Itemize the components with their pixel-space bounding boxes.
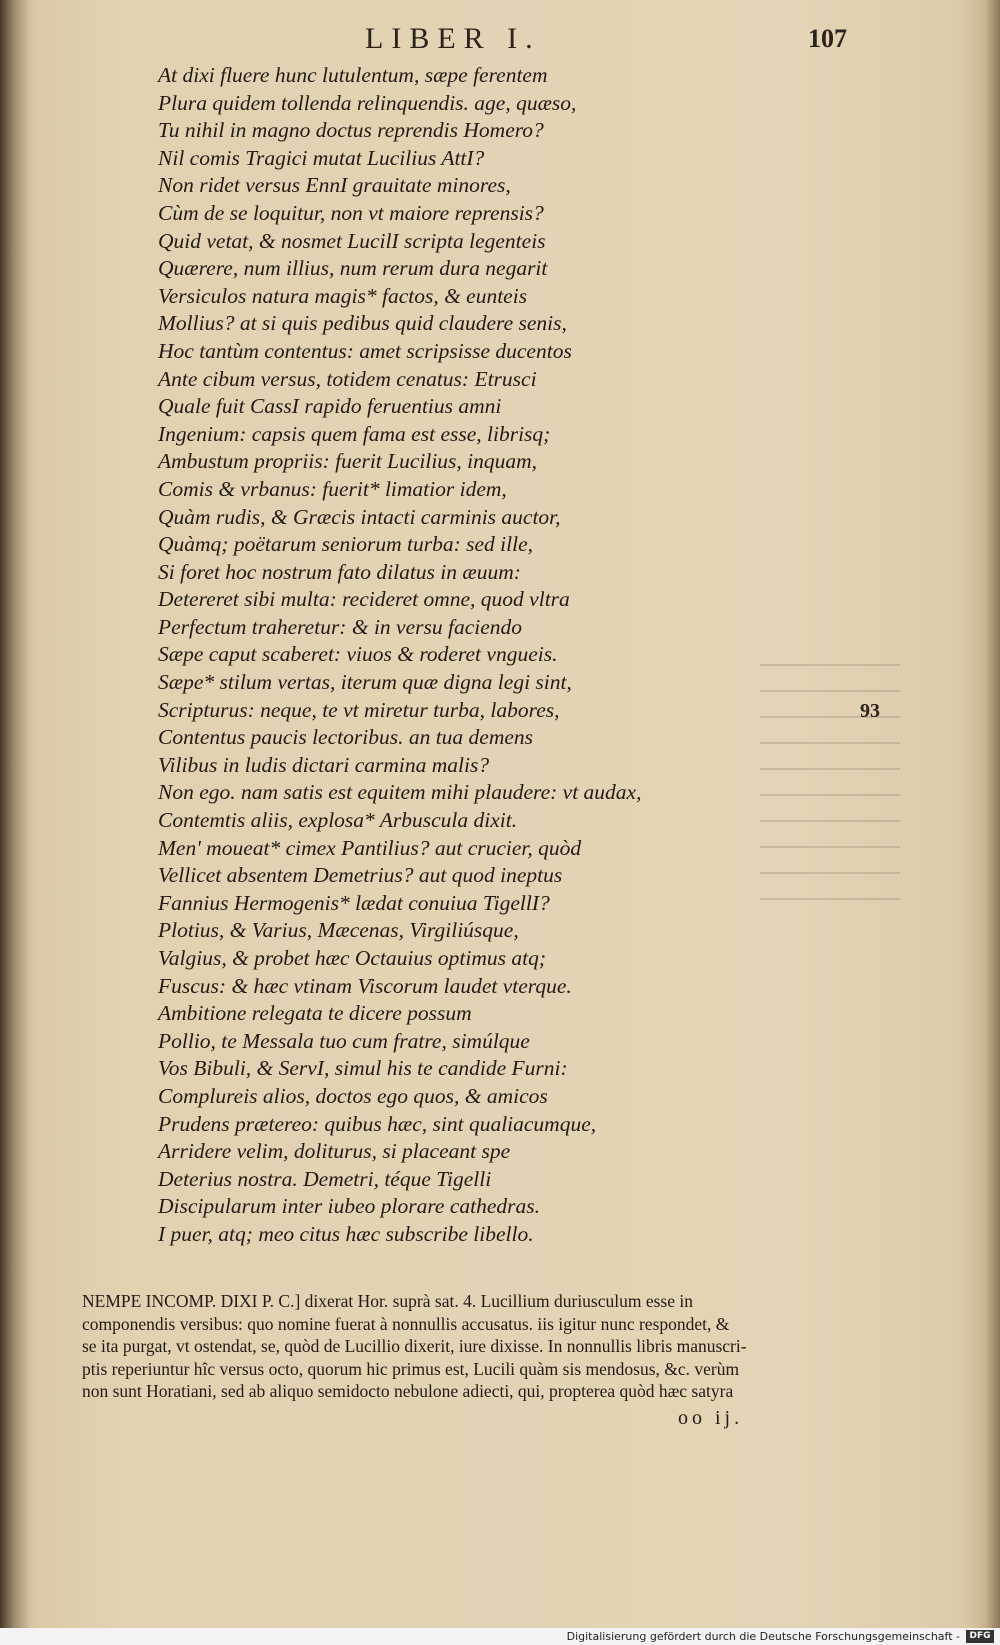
commentary-line: se ita purgat, vt ostendat, se, quòd de Lucillio dixerit, iure dixisse. In nonnullis libris manuscri-: [82, 1336, 747, 1356]
verse-line: Hoc tantùm contentus: amet scripsisse ducentos: [158, 338, 572, 363]
commentary-line: non sunt Horatiani, sed ab aliquo semidocto nebulone adiecti, qui, propterea quòd hæc satyra: [82, 1381, 734, 1401]
commentary-line: componendis versibus: quo nomine fuerat à nonnullis accusatus. iis igitur nunc respondet, &: [82, 1313, 730, 1334]
verse-line: Ingenium: capsis quem fama est esse, librisq;: [158, 421, 551, 446]
verse-line: Quid vetat, & nosmet LucilI scripta legenteis: [158, 228, 546, 253]
verse-line: Prudens prætereo: quibus hæc, sint qualiacumque,: [158, 1111, 597, 1136]
verse-block: [158, 62, 718, 1249]
verse-line: Fuscus: & hæc vtinam Viscorum laudet vterque.: [158, 973, 572, 998]
verse-line: Ante cibum versus, totidem cenatus: Etrusci: [158, 366, 537, 391]
verse-line: Plotius, & Varius, Mæcenas, Virgiliúsque,: [158, 918, 519, 943]
verse-line: Quàm rudis, & Græcis intacti carminis auctor,: [158, 504, 561, 529]
signature-mark: oo ij.: [678, 1407, 744, 1429]
verse-line: Quàmq; poëtarum seniorum turba: sed ille,: [158, 532, 534, 557]
verse-line: Detereret sibi multa: recideret omne, quod vltra: [158, 587, 570, 612]
commentary-line: ptis reperiuntur hîc versus octo, quorum hic primus est, Lucili quàm sis mendosus, &c. verùm: [82, 1358, 740, 1379]
verse-line: Sæpe caput scaberet: viuos & roderet vngueis.: [158, 642, 558, 667]
gutter-shadow: [0, 0, 30, 1645]
verse-line: Ambustum propriis: fuerit Lucilius, inquam,: [158, 449, 538, 474]
commentary-block: [82, 1290, 862, 1403]
verse-line: Mollius? at si quis pedibus quid claudere senis,: [158, 311, 567, 336]
verse-line: Perfectum traheretur: & in versu faciendo: [158, 614, 523, 639]
verse-line: Arridere velim, doliturus, si placeant spe: [158, 1139, 511, 1164]
dfg-logo: DFG: [966, 1630, 994, 1643]
footer-credit: Digitalisierung gefördert durch die Deutsche Forschungsgemeinschaft -: [566, 1630, 960, 1643]
verse-line: Pollio, te Messala tuo cum fratre, simúlque: [158, 1028, 530, 1053]
verse-line: Sæpe* stilum vertas, iterum quæ digna legi sint,: [158, 670, 572, 695]
verse-line: Valgius, & probet hæc Octauius optimus atq;: [158, 946, 546, 970]
verse-line: Contentus paucis lectoribus. an tua demens: [158, 725, 534, 750]
verse-line: Men' moueat* cimex Pantilius? aut crucier, quòd: [158, 835, 582, 860]
margin-note: 93: [860, 700, 880, 722]
verse-line: Deterius nostra. Demetri, téque Tigelli: [158, 1166, 492, 1191]
verse-line: Cùm de se loquitur, non vt maiore reprensis?: [158, 200, 544, 225]
page-number: 107: [808, 24, 847, 53]
verse-line: Comis & vrbanus: fuerit* limatior idem,: [158, 476, 507, 501]
commentary-line: NEMPE INCOMP. DIXI P. C.] dixerat Hor. suprà sat. 4. Lucillium duriusculum esse in: [82, 1291, 693, 1311]
verse-line: Tu nihil in magno doctus reprendis Homero?: [158, 118, 544, 143]
verse-line: Fannius Hermogenis* lædat conuiua TigellI?: [158, 890, 550, 915]
verse-line: I puer, atq; meo citus hæc subscribe libello.: [158, 1221, 534, 1246]
verse-line: Nil comis Tragici mutat Lucilius AttI?: [158, 145, 485, 170]
verse-line: Non ego. nam satis est equitem mihi plaudere: vt audax,: [158, 780, 642, 805]
verse-line: Vos Bibuli, & ServI, simul his te candide Furni:: [158, 1056, 568, 1081]
verse-line: Non ridet versus EnnI grauitate minores,: [158, 173, 511, 198]
verse-line: Vilibus in ludis dictari carmina malis?: [158, 752, 490, 777]
verse-line: Contemtis aliis, explosa* Arbuscula dixit.: [158, 808, 518, 833]
verse-line: Ambitione relegata te dicere possum: [158, 1001, 472, 1026]
verse-line: Quale fuit CassI rapido feruentius amni: [158, 394, 502, 419]
verse-line: At dixi fluere hunc lutulentum, sæpe ferentem: [158, 63, 548, 87]
verse-line: Plura quidem tollenda relinquendis. age, quæso,: [158, 90, 577, 115]
verse-line: Versiculos natura magis* factos, & eunteis: [158, 283, 528, 308]
verse-line: Discipularum inter iubeo plorare cathedras.: [158, 1194, 540, 1219]
running-head: LIBER I.: [365, 22, 541, 55]
verse-line: Quærere, num illius, num rerum dura negarit: [158, 256, 548, 281]
verse-line: Scripturus: neque, te vt miretur turba, labores,: [158, 697, 560, 722]
verse-line: Vellicet absentem Demetrius? aut quod ineptus: [158, 863, 563, 888]
verse-line: Complureis alios, doctos ego quos, & amicos: [158, 1083, 548, 1108]
verse-line: Si foret hoc nostrum fato dilatus in æuum:: [158, 559, 521, 584]
